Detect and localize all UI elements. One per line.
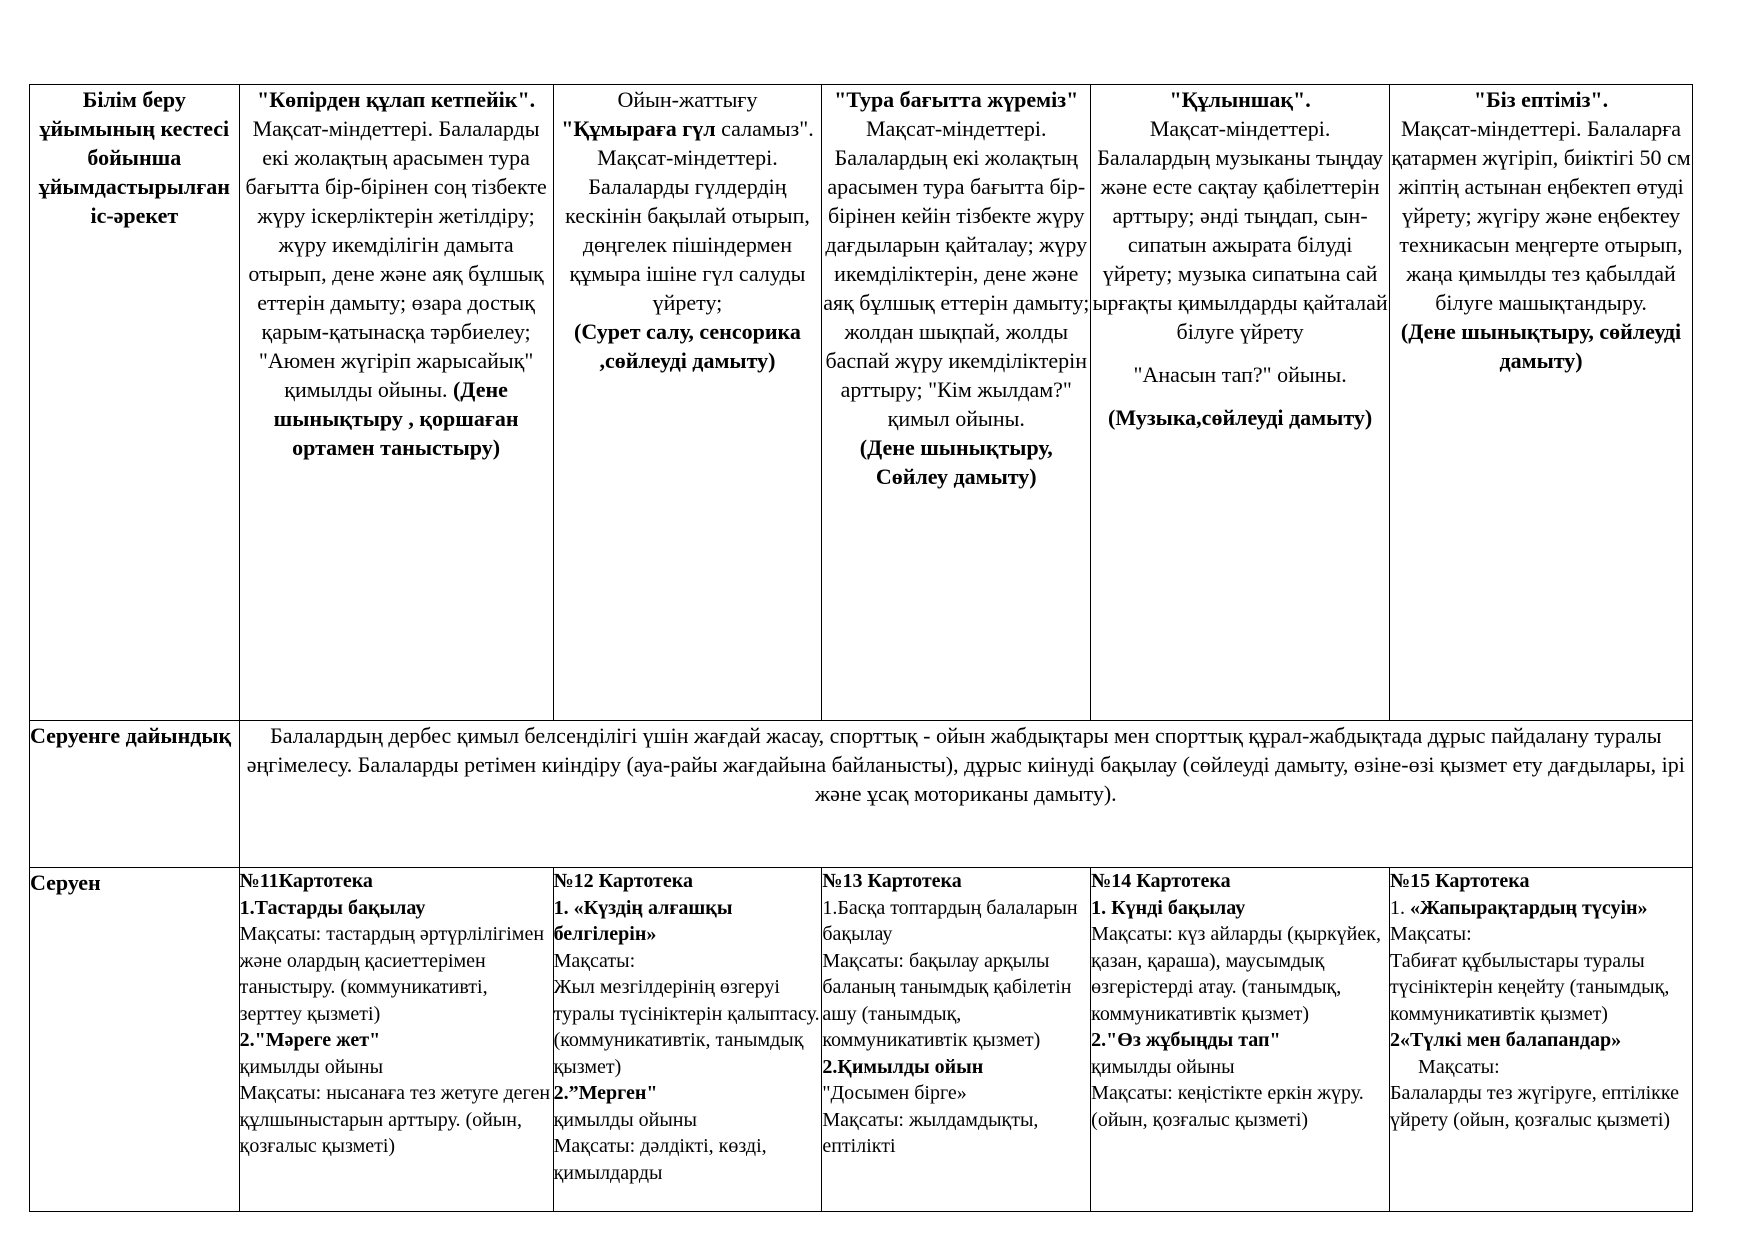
game-title: 2."Мәреге жет" [239, 1029, 381, 1051]
activity-cell-4 [1091, 85, 1390, 721]
activity-description: Мақсат-міндеттері. Балаларға қатармен жүгіріп, биіктігі 50 см жіптің астынан еңбектеп өтуді үйрету; жүгіру және еңбектеу техникасын меңгерте отырып, жаңа қимылды тез қабылдай білуге машықтандыру. [1391, 116, 1691, 315]
walk-preparation-row [30, 721, 1693, 868]
walk-cell-5 [1390, 868, 1693, 1212]
game-title: 2«Түлкі мен балапандар» [1390, 1029, 1622, 1051]
organized-activity-row [30, 85, 1693, 721]
activity-subjects: (Музыка,сөйлеуді дамыту) [1108, 405, 1373, 430]
observation-title: 1.Басқа топтардың балаларын бақылау [822, 896, 1078, 945]
activity-title: "Құмыраға гүл [561, 116, 716, 141]
row-header-organized-activity [30, 85, 240, 721]
activity-subjects: (Сурет салу, сенсорика ,сөйлеуді дамыту) [574, 319, 801, 373]
activity-description: саламыз". Мақсат-міндеттері. Балаларды гүлдердің кескінін бақылай отырып, дөңгелек пішіндермен құмыра ішіне гүл салуды үйрету; [565, 116, 814, 315]
game-goal-label: Мақсаты: [1418, 1055, 1500, 1078]
activity-cell-5 [1390, 85, 1693, 721]
activity-title: "Тура бағытта жүреміз" [834, 87, 1079, 112]
walk-row [30, 868, 1693, 1212]
activity-text [554, 114, 822, 317]
row-header-walk-preparation: Серуенге дайындық [30, 721, 240, 868]
activity-cell-1 [239, 85, 553, 721]
activity-lead: Ойын-жаттығу [617, 87, 758, 112]
card-number: №11Картотека [239, 870, 373, 892]
card-number: №14 Картотека [1091, 870, 1231, 892]
observation-title: 1. Күнді бақылау [1091, 896, 1246, 919]
game-type: қимылды ойыны [1091, 1055, 1235, 1078]
activity-title: "Біз ептіміз". [1473, 87, 1609, 112]
activity-title: "Көпірден құлап кетпейік". [256, 87, 536, 112]
goal-label: Мақсаты: [553, 949, 636, 972]
walk-cell-1 [239, 868, 553, 1212]
game-type: қимылды ойыны [553, 1108, 697, 1131]
observation-title-line [1390, 895, 1692, 922]
observation-title: 1.Тастарды бақылау [239, 896, 426, 919]
card-number: №12 Картотека [553, 870, 693, 892]
observation-title: 1. «Күздің алғашқы белгілерін» [553, 896, 733, 945]
activity-game: "Анасын тап?" ойыны. [1133, 362, 1347, 387]
game-title: 2.Қимылды ойын [822, 1055, 984, 1078]
observation-goal: Мақсаты: бақылау арқылы баланың танымдық қабілетін ашу (танымдық, коммуникативтік қызмет) [822, 949, 1072, 1051]
row-header-text: Білім беру ұйымының кестесі бойынша ұйымдастырылған іс-әрекет [38, 87, 230, 228]
goal-label: Мақсаты: [1390, 923, 1472, 945]
activity-text [240, 85, 553, 462]
activity-description: Мақсат-міндеттері. Балаларды екі жолақтың арасымен тура бағытта бір-бірінен соң тізбекте жүру іскерліктерін жетілдіру; жүру икемділігін дамыта отырып, дене және аяқ бұлшық еттерін дамыту; өзара достық қарым-қатынасқа тәрбиелеу; "Аюмен жүгіріп жарысайық" қимылды ойыны. [245, 116, 547, 402]
activity-cell-3 [822, 85, 1091, 721]
activity-subjects: (Дене шынықтыру, Сөйлеу дамыту) [859, 435, 1053, 489]
card-number: №15 Картотека [1390, 870, 1530, 892]
card-number: №13 Картотека [822, 870, 962, 892]
walk-cell-2 [553, 868, 822, 1212]
row-header-walk: Серуен [30, 868, 240, 1212]
activity-description: Мақсат-міндеттері. Балалардың екі жолақтың арасымен тура бағытта бір-бірінен кейін тізбекте жүру дағдыларын қайталау; жүру икемділіктерін, дене және аяқ бұлшық еттерін дамыту; жолдан шықпай, жолды баспай жүру икемділіктерін арттыру; "Кім жылдам?" қимыл ойыны. [823, 116, 1090, 431]
game-goal: Мақсаты: нысанаға тез жетуге деген құлшыныстарын арттыру. (ойын, қозғалыс қызметі) [239, 1082, 551, 1157]
observation-prefix: 1. [1390, 896, 1411, 919]
game-title: 2.”Мерген" [553, 1082, 658, 1104]
walk-cell-3 [822, 868, 1091, 1212]
game-goal: Мақсаты: дәлдікті, көзді, қимылдарды [553, 1135, 767, 1184]
game-goal: Мақсаты: кеңістікте еркін жүру. (ойын, қозғалыс қызметі) [1091, 1082, 1364, 1131]
activity-cell-2 [553, 85, 822, 721]
observation-title: «Жапырақтардың түсуін» [1410, 896, 1648, 919]
game-goal: Балаларды тез жүгіруге, ептілікке үйрету (ойын, қозғалыс қызметі) [1390, 1082, 1679, 1131]
activity-subjects: (Дене шынықтыру, сөйлеуді дамыту) [1400, 319, 1682, 373]
observation-goal: Табиғат құбылыстары туралы түсініктерін кеңейту (танымдық, коммуникативтік қызмет) [1390, 949, 1670, 1025]
game-type: қимылды ойыны [239, 1055, 384, 1078]
activity-description: Мақсат-міндеттері. Балалардың музыканы тыңдау және есте сақтау қабілеттерін арттыру; әнді тыңдап, сын-сипатын ажырата білуді үйрету; музыка сипатына сай ырғақты қимылдарды қайталай білуге үйрету [1092, 116, 1388, 344]
activity-subjects: (Дене шынықтыру , қоршаған ортамен таныстыру) [273, 377, 519, 460]
observation-goal: Жыл мезгілдерінің өзгеруі туралы түсініктерін қалыптасу. (коммуникативтік, танымдық қызмет) [553, 976, 820, 1078]
game-goal: Мақсаты: жылдамдықты, ептілікті [822, 1108, 1039, 1157]
activity-text [822, 85, 1090, 433]
walk-cell-4 [1091, 868, 1390, 1212]
walk-preparation-text: Балалардың дербес қимыл белсенділігі үшін жағдай жасау, спорттық - ойын жабдықтары мен спорттық құрал-жабдықтада дұрыс пайдалану туралы әңгімелесу. Балаларды ретімен киіндіру (ауа-райы жағдайына байланысты), дұрыс киінуді бақылау (сөйлеуді дамыту, өзіне-өзі қызмет ету дағдылары, ірі және ұсақ моториканы дамыту). [239, 721, 1692, 868]
observation-goal: Мақсаты: күз айларды (қыркүйек, қазан, қараша), маусымдық өзгерістерді атау. (танымдық, коммуникативтік қызмет) [1091, 923, 1381, 1025]
plan-table [29, 84, 1693, 1212]
observation-goal: Мақсаты: тастардың әртүрлілігімен және олардың қасиеттерімен таныстыру. (коммуникативті, зерттеу қызметі) [239, 923, 545, 1025]
game-name: "Досымен бірге» [822, 1082, 967, 1104]
activity-title: "Құлыншақ". [1169, 87, 1311, 112]
game-title: 2."Өз жұбыңды тап" [1091, 1029, 1281, 1051]
